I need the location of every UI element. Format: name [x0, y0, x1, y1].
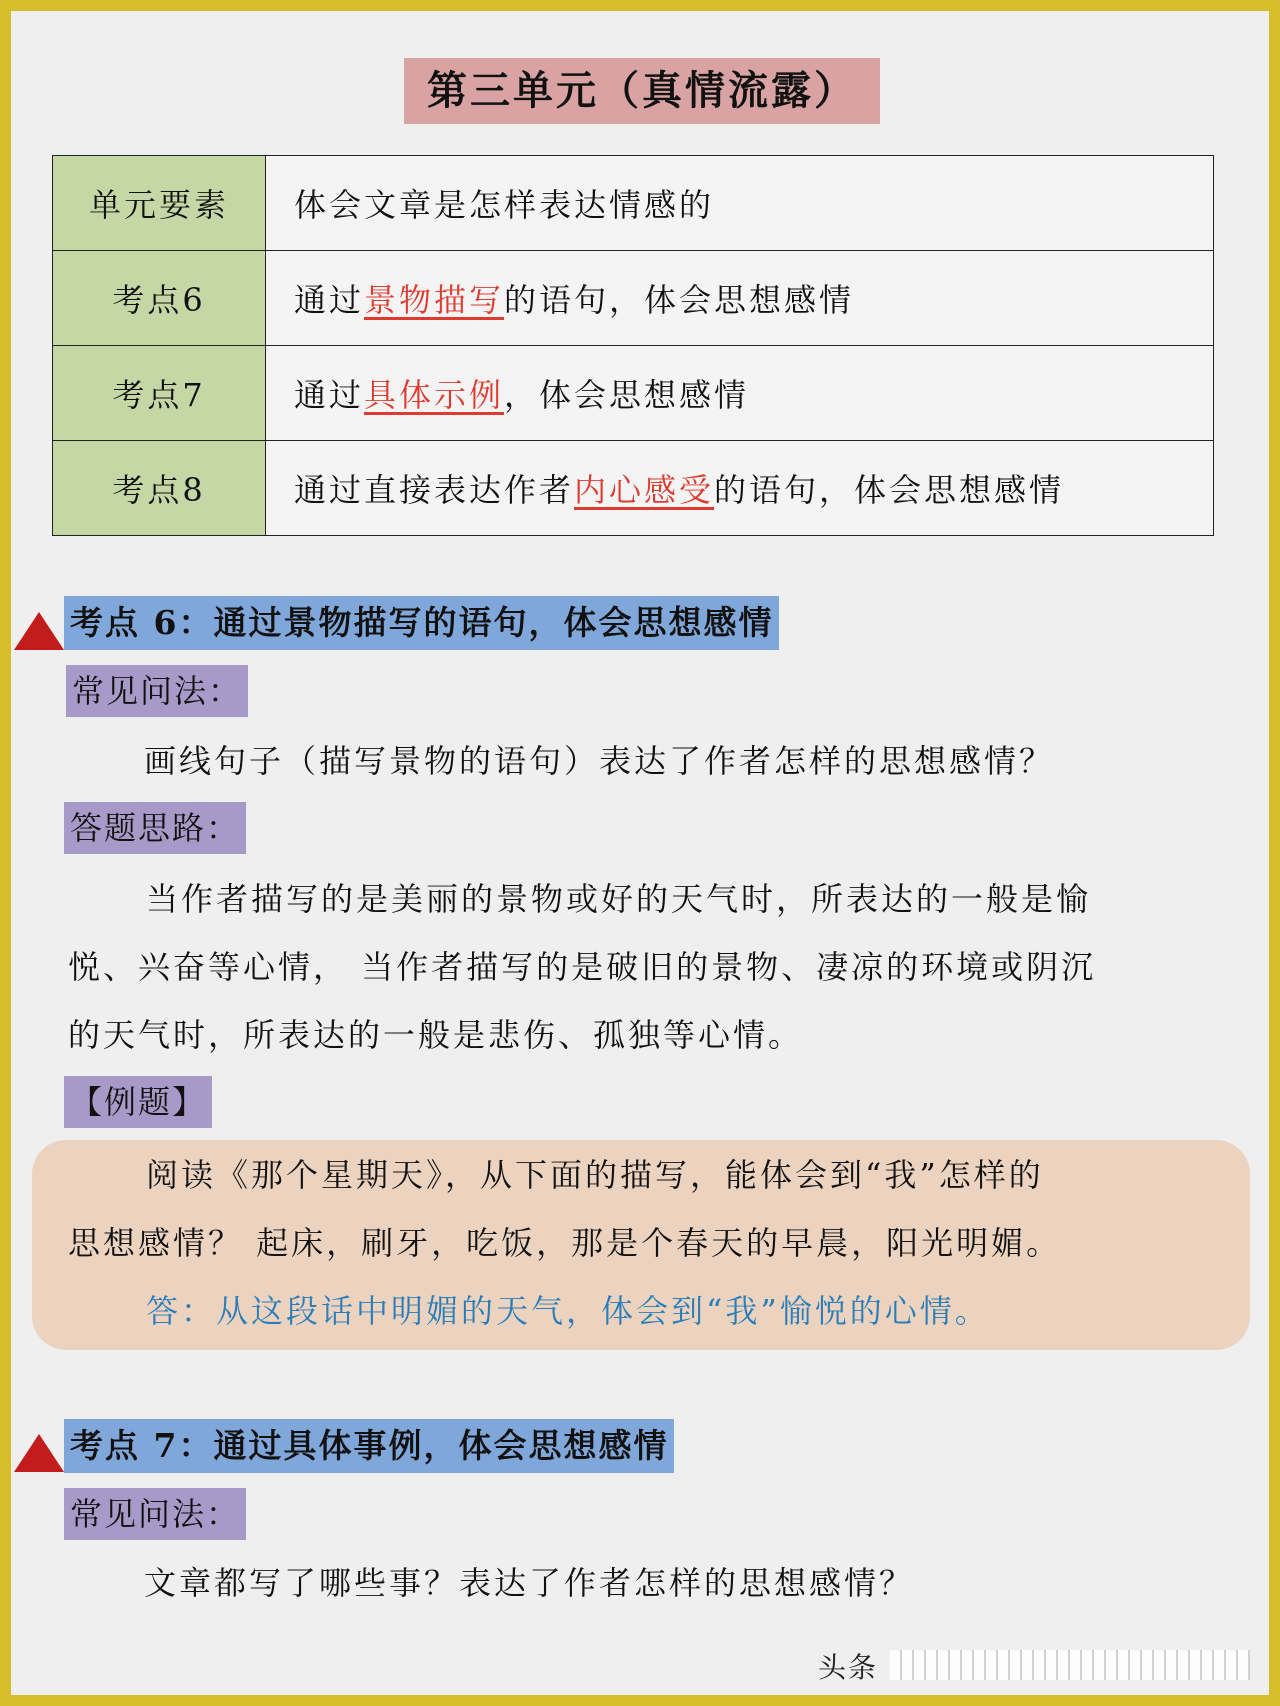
table-value — [266, 156, 1214, 251]
triangle-marker-icon — [14, 1434, 64, 1472]
section6-approach-label: 答题思路： — [64, 802, 246, 854]
value-text: 通过 — [294, 281, 365, 319]
table-value — [266, 441, 1214, 536]
table-key: 考点8 — [53, 441, 266, 536]
table-row — [53, 156, 1214, 251]
triangle-marker-icon — [14, 612, 64, 650]
table-key: 考点7 — [53, 346, 266, 441]
value-text: 通过直接表达作者 — [294, 471, 575, 509]
example-line-1: 阅读《那个星期天》，从下面的描写，能体会到“我”怎样的 — [146, 1156, 1044, 1194]
highlight-text: 具体示例 — [364, 376, 505, 414]
section6-example-label: 【例题】 — [64, 1076, 212, 1128]
table-value — [266, 251, 1214, 346]
value-text: 的语句，体会思想感情 — [504, 281, 855, 319]
watermark-bars — [890, 1650, 1250, 1680]
example-line-2: 思想感情？ 起床，刷牙，吃饭，那是个春天的早晨，阳光明媚。 — [68, 1224, 1062, 1262]
approach-line-1: 当作者描写的是美丽的景物或好的天气时，所表达的一般是愉 — [146, 880, 1092, 918]
table-row — [53, 251, 1214, 346]
table-key: 考点6 — [53, 251, 266, 346]
highlight-text: 内心感受 — [574, 471, 715, 509]
section7-heading: 考点 7：通过具体事例，体会思想感情 — [64, 1419, 674, 1473]
section7-question: 文章都写了哪些事？表达了作者怎样的思想感情？ — [144, 1564, 915, 1602]
section6-heading: 考点 6：通过景物描写的语句，体会思想感情 — [64, 596, 779, 650]
value-text: 体会文章是怎样表达情感的 — [294, 186, 715, 224]
table-key: 单元要素 — [53, 156, 266, 251]
approach-line-3: 的天气时，所表达的一般是悲伤、孤独等心情。 — [68, 1016, 804, 1054]
page-title: 第三单元（真情流露） — [404, 58, 880, 124]
section6-question: 画线句子（描写景物的语句）表达了作者怎样的思想感情？ — [144, 742, 1055, 780]
highlight-text: 景物描写 — [364, 281, 505, 319]
requirements-table — [52, 155, 1214, 536]
approach-line-2: 悦、兴奋等心情， 当作者描写的是破旧的景物、凄凉的环境或阴沉 — [68, 948, 1097, 986]
value-text: ，体会思想感情 — [504, 376, 750, 414]
table-row — [53, 441, 1214, 536]
value-text: 的语句，体会思想感情 — [714, 471, 1065, 509]
table-row — [53, 346, 1214, 441]
example-answer: 答：从这段话中明媚的天气，体会到“我”愉悦的心情。 — [146, 1292, 990, 1330]
section6-common-label: 常见问法： — [66, 665, 248, 717]
watermark: 头条 — [818, 1651, 879, 1684]
table-value — [266, 346, 1214, 441]
section7-common-label: 常见问法： — [64, 1488, 246, 1540]
value-text: 通过 — [294, 376, 365, 414]
